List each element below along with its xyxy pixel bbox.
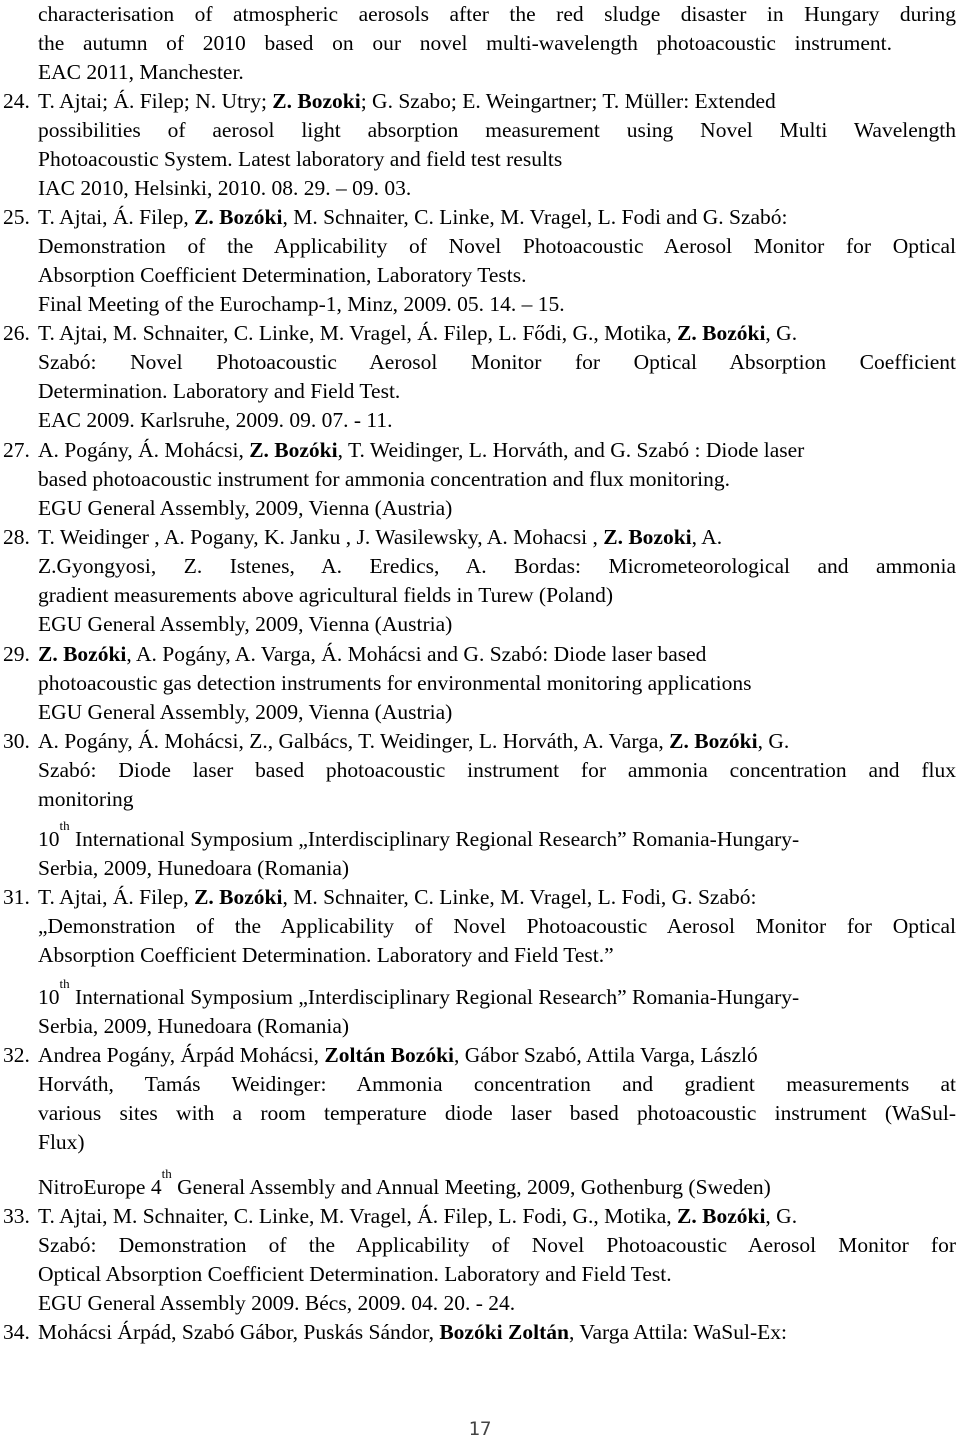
page-number: 17 — [468, 1418, 492, 1440]
text-run: International Symposium „Interdisciplinary Regional Research” Romania-Hungary- — [69, 985, 800, 1009]
text-line — [38, 1041, 758, 1070]
text-run: International Symposium „Interdisciplinary Regional Research” Romania-Hungary- — [69, 827, 800, 851]
text-line: EGU General Assembly, 2009, Vienna (Austria) — [38, 496, 453, 520]
text-line — [38, 436, 804, 465]
text-line: Optical Absorption Coefficient Determination. Laboratory and Field Test. — [38, 1262, 672, 1286]
text-run: , G. — [765, 1204, 798, 1228]
ref-number: 29. — [3, 642, 30, 666]
ref-number: 34. — [3, 1320, 30, 1344]
text-run: , Gábor Szabó, Attila Varga, László — [454, 1043, 758, 1067]
text-line: possibilities of aerosol light absorption measurement using Novel Multi Wavelength — [38, 118, 956, 142]
text-line — [38, 976, 800, 1012]
text-run: 10 — [38, 985, 60, 1009]
text-line — [38, 87, 776, 116]
text-line — [38, 1166, 771, 1202]
ref-number: 31. — [3, 885, 30, 909]
text-run: T. Ajtai; Á. Filep; N. Utry; — [38, 89, 273, 113]
text-run: General Assembly and Annual Meeting, 2009, Gothenburg (Sweden) — [171, 1175, 771, 1199]
text-run: Andrea Pogány, Árpád Mohácsi, — [38, 1043, 325, 1067]
ref-number: 32. — [3, 1043, 30, 1067]
ref-number: 30. — [3, 729, 30, 753]
text-line: EGU General Assembly 2009. Bécs, 2009. 04. 20. - 24. — [38, 1291, 516, 1315]
text-line — [38, 1318, 787, 1347]
text-line: Demonstration of the Applicability of Novel Photoacoustic Aerosol Monitor for Optical — [38, 234, 956, 258]
text-run: 10 — [38, 827, 60, 851]
text-run: , G. — [765, 321, 798, 345]
author-bold: Z. Bozóki — [677, 321, 766, 345]
text-line: Szabó: Novel Photoacoustic Aerosol Monitor for Optical Absorption Coefficient — [38, 350, 956, 374]
text-line — [38, 640, 706, 669]
author-bold: Z. Bozóki — [194, 885, 283, 909]
text-run: , A. Pogány, A. Varga, Á. Mohácsi and G. Szabó: Diode laser based — [126, 642, 707, 666]
text-line: „Demonstration of the Applicability of Novel Photoacoustic Aerosol Monitor for Optical — [38, 914, 956, 938]
text-line: IAC 2010, Helsinki, 2010. 08. 29. – 09. 03. — [38, 176, 412, 200]
text-run: T. Ajtai, M. Schnaiter, C. Linke, M. Vragel, Á. Filep, L. Fődi, G., Motika, — [38, 321, 678, 345]
author-bold: Z. Bozoki — [272, 89, 361, 113]
text-line: gradient measurements above agricultural fields in Turew (Poland) — [38, 583, 613, 607]
text-run: A. Pogány, Á. Mohácsi, Z., Galbács, T. Weidinger, L. Horváth, A. Varga, — [38, 729, 670, 753]
author-bold: Bozóki Zoltán — [439, 1320, 569, 1344]
text-line: Horváth, Tamás Weidinger: Ammonia concentration and gradient measurements at — [38, 1072, 956, 1096]
text-line — [38, 523, 722, 552]
text-line — [38, 727, 789, 756]
text-line: the autumn of 2010 based on our novel multi-wavelength photoacoustic instrument. — [38, 31, 892, 55]
text-line: EAC 2009. Karlsruhe, 2009. 09. 07. - 11. — [38, 408, 393, 432]
text-line: Photoacoustic System. Latest laboratory and field test results — [38, 147, 563, 171]
ref-number: 27. — [3, 438, 30, 462]
text-run: , Varga Attila: WaSul-Ex: — [568, 1320, 788, 1344]
text-line: EGU General Assembly, 2009, Vienna (Austria) — [38, 612, 453, 636]
superscript: th — [161, 1166, 172, 1181]
text-line: Flux) — [38, 1130, 85, 1154]
text-line: Szabó: Demonstration of the Applicability of Novel Photoacoustic Aerosol Monitor for — [38, 1233, 956, 1257]
ref-number: 25. — [3, 205, 30, 229]
author-bold: Zoltán Bozóki — [324, 1043, 455, 1067]
text-run: NitroEurope 4 — [38, 1175, 162, 1199]
text-line — [38, 319, 797, 348]
text-run: A. Pogány, Á. Mohácsi, — [38, 438, 250, 462]
text-line — [38, 1202, 797, 1231]
ref-number: 33. — [3, 1204, 30, 1228]
text-line: photoacoustic gas detection instruments for environmental monitoring applications — [38, 671, 752, 695]
author-bold: Z. Bozóki — [249, 438, 338, 462]
ref-number: 24. — [3, 89, 30, 113]
text-line: Z.Gyongyosi, Z. Istenes, A. Eredics, A. Bordas: Micrometeorological and ammonia — [38, 554, 956, 578]
text-line: Serbia, 2009, Hunedoara (Romania) — [38, 856, 350, 880]
text-line — [38, 883, 756, 912]
text-line — [38, 818, 800, 854]
superscript: th — [59, 818, 70, 833]
author-bold: Z. Bozóki — [677, 1204, 766, 1228]
text-line: various sites with a room temperature diode laser based photoacoustic instrument (WaSul- — [38, 1101, 956, 1125]
text-run: T. Ajtai, Á. Filep, — [38, 205, 195, 229]
text-run: T. Ajtai, M. Schnaiter, C. Linke, M. Vragel, Á. Filep, L. Fodi, G., Motika, — [38, 1204, 678, 1228]
text-line: Absorption Coefficient Determination. Laboratory and Field Test.” — [38, 943, 614, 967]
text-line: Absorption Coefficient Determination, Laboratory Tests. — [38, 263, 527, 287]
ref-number: 28. — [3, 525, 30, 549]
author-bold: Z. Bozóki — [38, 642, 127, 666]
superscript: th — [59, 976, 70, 991]
author-bold: Z. Bozoki — [603, 525, 692, 549]
text-run: , M. Schnaiter, C. Linke, M. Vragel, L. Fodi, G. Szabó: — [282, 885, 757, 909]
text-line: based photoacoustic instrument for ammonia concentration and flux monitoring. — [38, 467, 731, 491]
text-line: EAC 2011, Manchester. — [38, 60, 244, 84]
text-run: T. Ajtai, Á. Filep, — [38, 885, 195, 909]
text-run: , A. — [691, 525, 723, 549]
text-line: monitoring — [38, 787, 134, 811]
author-bold: Z. Bozóki — [669, 729, 758, 753]
text-run: T. Weidinger , A. Pogany, K. Janku , J. Wasilewsky, A. Mohacsi , — [38, 525, 604, 549]
text-run: , T. Weidinger, L. Horváth, and G. Szabó : Diode laser — [337, 438, 805, 462]
text-run: Mohácsi Árpád, Szabó Gábor, Puskás Sándor, — [38, 1320, 440, 1344]
ref-number: 26. — [3, 321, 30, 345]
text-line: EGU General Assembly, 2009, Vienna (Austria) — [38, 700, 453, 724]
text-line: Determination. Laboratory and Field Test. — [38, 379, 401, 403]
text-line: Final Meeting of the Eurochamp-1, Minz, 2009. 05. 14. – 15. — [38, 292, 565, 316]
author-bold: Z. Bozóki — [194, 205, 283, 229]
text-line: characterisation of atmospheric aerosols after the red sludge disaster in Hungary during — [38, 2, 956, 26]
text-run: , G. — [757, 729, 790, 753]
text-line: Szabó: Diode laser based photoacoustic instrument for ammonia concentration and flux — [38, 758, 956, 782]
text-run: , M. Schnaiter, C. Linke, M. Vragel, L. Fodi and G. Szabó: — [282, 205, 788, 229]
text-line — [38, 203, 788, 232]
text-run: ; G. Szabo; E. Weingartner; T. Müller: Extended — [360, 89, 776, 113]
text-line: Serbia, 2009, Hunedoara (Romania) — [38, 1014, 350, 1038]
